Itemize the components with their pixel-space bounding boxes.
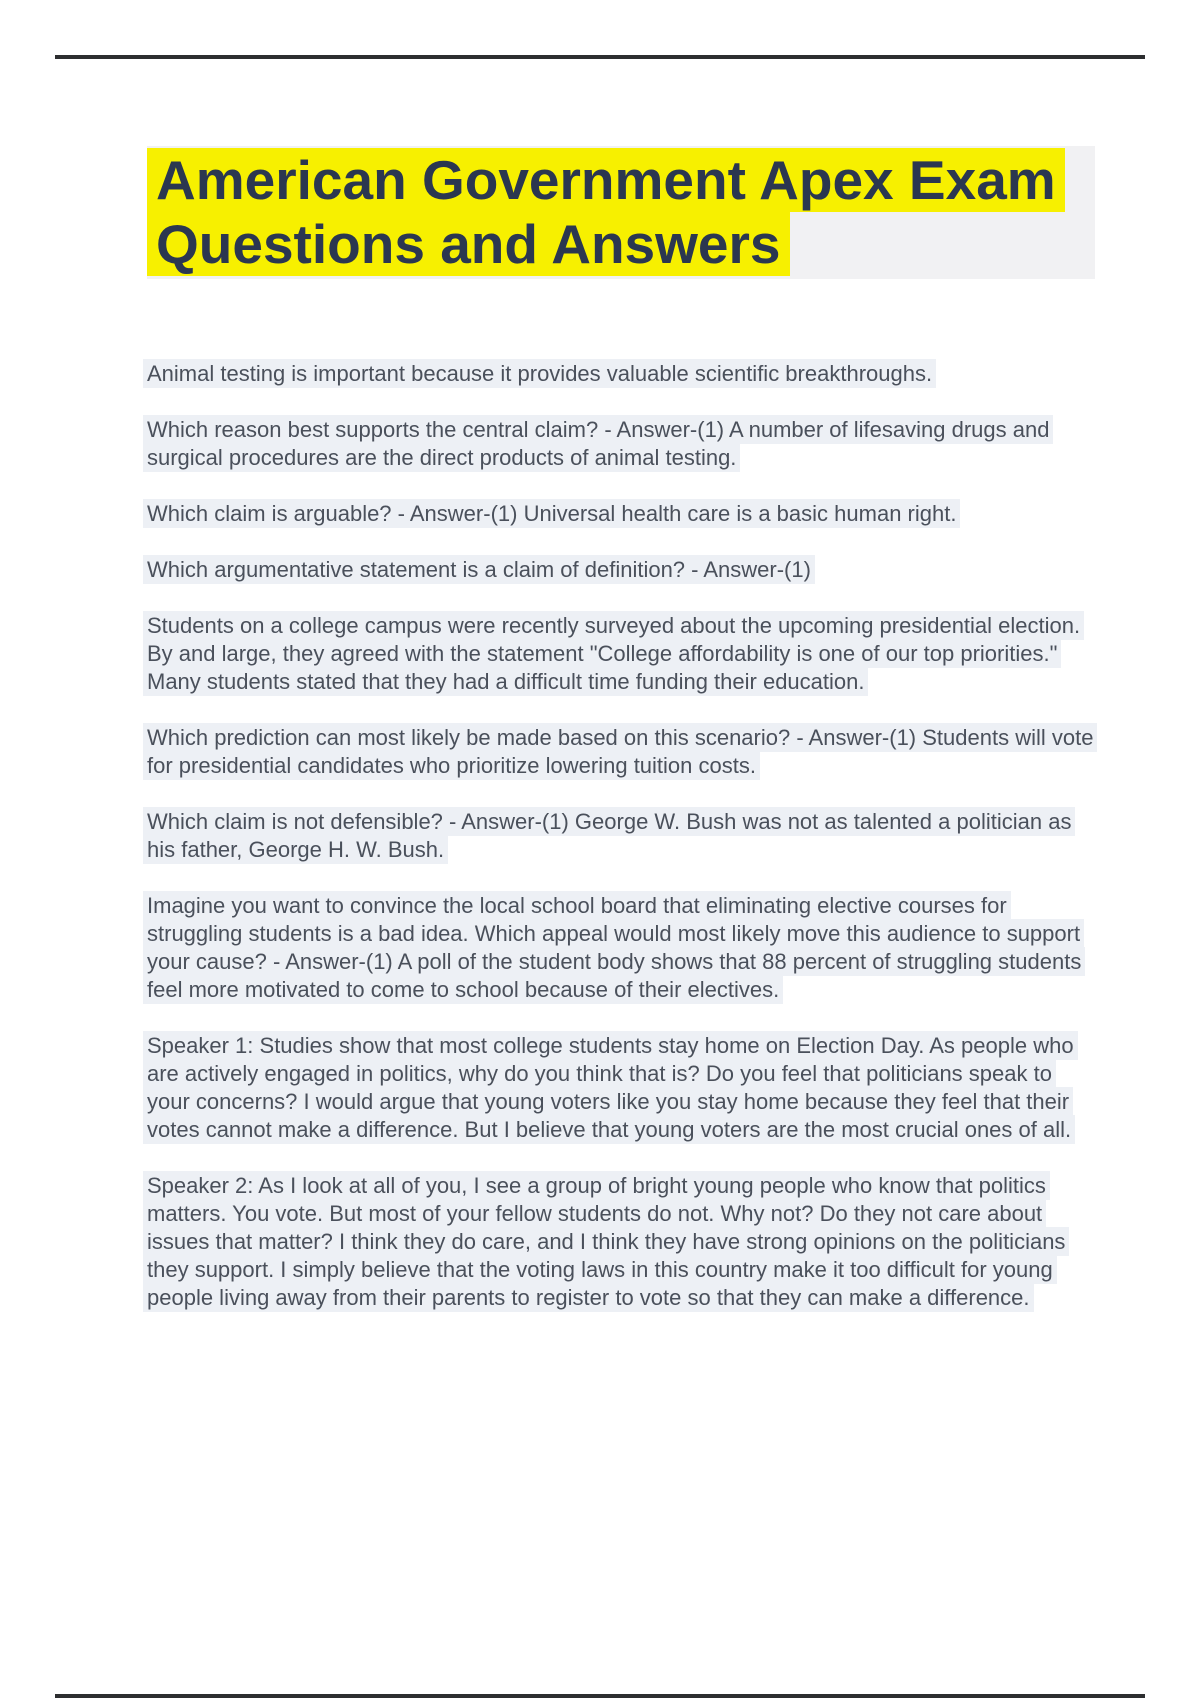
paragraph	[143, 416, 1095, 472]
highlighted-text: Imagine you want to convince the local school board that eliminating elective courses for struggling students is a bad idea. Which appeal would most likely move this audience to support your cause? - Answer-(1) A poll of the student body shows that 88 percent of struggling students feel more motivated to come to school because of their electives.	[143, 891, 1085, 1004]
highlighted-text: Which claim is arguable? - Answer-(1) Universal health care is a basic human right.	[143, 499, 960, 528]
paragraph	[143, 1172, 1095, 1312]
bottom-rule	[55, 1694, 1145, 1698]
highlighted-text: Speaker 2: As I look at all of you, I see a group of bright young people who know that politics matters. You vote. But most of your fellow students do not. Why not? Do they not care about issues that matter? I think they do care, and I think they have strong opinions on the politicians they support. I simply believe that the voting laws in this country make it too difficult for young people living away from their parents to register to vote so that they can make a difference.	[143, 1171, 1069, 1312]
document-body	[143, 360, 1095, 1340]
page-title	[147, 148, 1095, 276]
paragraph	[143, 808, 1095, 864]
paragraph	[143, 724, 1095, 780]
highlighted-text: Speaker 1: Studies show that most college students stay home on Election Day. As people who are actively engaged in politics, why do you think that is? Do you feel that politicians speak to your concerns? I would argue that young voters like you stay home because they feel that their votes cannot make a difference. But I believe that young voters are the most crucial ones of all.	[143, 1031, 1078, 1144]
title-block	[147, 146, 1095, 279]
top-rule	[55, 55, 1145, 59]
highlighted-text: Which prediction can most likely be made based on this scenario? - Answer-(1) Students will vote for presidential candidates who prioritize lowering tuition costs.	[143, 723, 1097, 780]
paragraph	[143, 612, 1095, 696]
paragraph	[143, 556, 1095, 584]
paragraph	[143, 1032, 1095, 1144]
highlighted-text: Which claim is not defensible? - Answer-(1) George W. Bush was not as talented a politician as his father, George H. W. Bush.	[143, 807, 1075, 864]
paragraph	[143, 500, 1095, 528]
highlighted-text: Which argumentative statement is a claim of definition? - Answer-(1)	[143, 555, 815, 584]
title-highlight: American Government Apex Exam Questions and Answers	[147, 148, 1065, 276]
highlighted-text: Students on a college campus were recently surveyed about the upcoming presidential election. By and large, they agreed with the statement "College affordability is one of our top priorities." Many students stated that they had a difficult time funding their education.	[143, 611, 1084, 696]
highlighted-text: Animal testing is important because it provides valuable scientific breakthroughs.	[143, 359, 936, 388]
highlighted-text: Which reason best supports the central claim? - Answer-(1) A number of lifesaving drugs and surgical procedures are the direct products of animal testing.	[143, 415, 1053, 472]
paragraph	[143, 892, 1095, 1004]
paragraph	[143, 360, 1095, 388]
